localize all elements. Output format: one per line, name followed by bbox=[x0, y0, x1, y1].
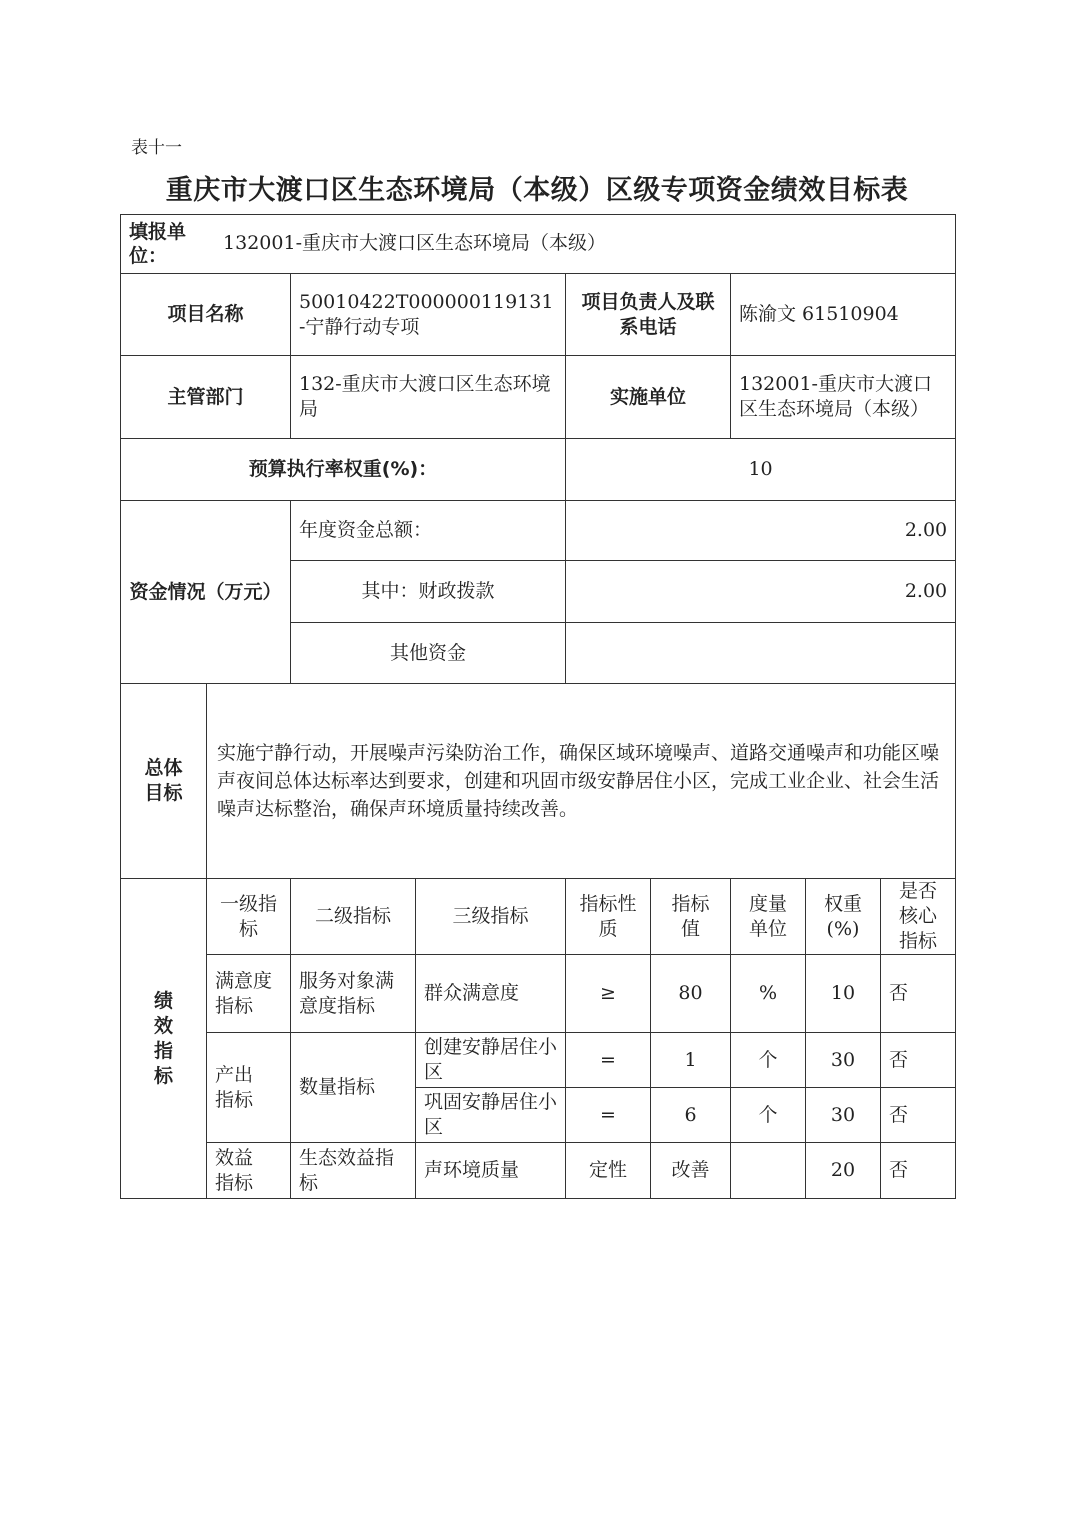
funds-total-value: 2.00 bbox=[566, 501, 956, 561]
header-unit: 度量单位 bbox=[731, 879, 806, 955]
cell-nature: ≥ bbox=[566, 955, 651, 1033]
cell-core: 否 bbox=[881, 1143, 956, 1199]
cell-core: 否 bbox=[881, 955, 956, 1033]
cell-weight: 30 bbox=[806, 1033, 881, 1088]
header-l1: 一级指标 bbox=[207, 879, 291, 955]
cell-weight: 10 bbox=[806, 955, 881, 1033]
manager-value: 陈渝文 61510904 bbox=[731, 274, 956, 356]
project-name-value: 50010422T000000119131-宁静行动专项 bbox=[291, 274, 566, 356]
table-number: 表十一 bbox=[131, 138, 182, 158]
cell-weight: 20 bbox=[806, 1143, 881, 1199]
dept-value: 132-重庆市大渡口区生态环境局 bbox=[291, 356, 566, 439]
cell-l1: 产出指标 bbox=[207, 1033, 291, 1143]
filler-label: 填报单位： bbox=[129, 221, 187, 267]
goal-label: 总体目标 bbox=[121, 684, 207, 879]
cell-l3: 巩固安静居住小区 bbox=[416, 1088, 566, 1143]
cell-value: 1 bbox=[651, 1033, 731, 1088]
cell-l2: 生态效益指标 bbox=[291, 1143, 416, 1199]
page-title: 重庆市大渡口区生态环境局（本级）区级专项资金绩效目标表 bbox=[165, 175, 909, 206]
filler-value: 132001-重庆市大渡口区生态环境局（本级） bbox=[223, 232, 606, 254]
header-l3: 三级指标 bbox=[416, 879, 566, 955]
dept-label: 主管部门 bbox=[121, 356, 291, 439]
impl-label: 实施单位 bbox=[566, 356, 731, 439]
cell-l3: 群众满意度 bbox=[416, 955, 566, 1033]
table-row bbox=[121, 1033, 956, 1088]
table-row bbox=[121, 955, 956, 1033]
cell-value: 改善 bbox=[651, 1143, 731, 1199]
cell-unit bbox=[731, 1143, 806, 1199]
goal-text: 实施宁静行动，开展噪声污染防治工作，确保区域环境噪声、道路交通噪声和功能区噪声夜间总体达标率达到要求，创建和巩固市级安静居住小区，完成工业企业、社会生活噪声达标整治，确保声环境质量持续改善。 bbox=[207, 684, 956, 879]
budget-weight-value: 10 bbox=[566, 439, 956, 501]
cell-l2: 服务对象满意度指标 bbox=[291, 955, 416, 1033]
cell-nature: = bbox=[566, 1033, 651, 1088]
cell-nature: = bbox=[566, 1088, 651, 1143]
filler-row bbox=[121, 215, 956, 274]
funds-other-value bbox=[566, 623, 956, 684]
budget-weight-label: 预算执行率权重(%)： bbox=[121, 439, 566, 501]
indicators-label: 绩效指标 bbox=[121, 879, 207, 1199]
table-row bbox=[121, 1143, 956, 1199]
cell-unit: 个 bbox=[731, 1033, 806, 1088]
header-nature: 指标性质 bbox=[566, 879, 651, 955]
funds-other-label: 其他资金 bbox=[291, 623, 566, 684]
cell-l1: 满意度指标 bbox=[207, 955, 291, 1033]
manager-label: 项目负责人及联系电话 bbox=[566, 274, 731, 356]
cell-unit: 个 bbox=[731, 1088, 806, 1143]
cell-value: 80 bbox=[651, 955, 731, 1033]
header-value: 指标值 bbox=[651, 879, 731, 955]
funds-fiscal-label: 其中：财政拨款 bbox=[291, 561, 566, 623]
funds-fiscal-value: 2.00 bbox=[566, 561, 956, 623]
header-l2: 二级指标 bbox=[291, 879, 416, 955]
cell-core: 否 bbox=[881, 1033, 956, 1088]
cell-unit: % bbox=[731, 955, 806, 1033]
funds-label: 资金情况（万元） bbox=[121, 501, 291, 684]
cell-value: 6 bbox=[651, 1088, 731, 1143]
cell-l3: 声环境质量 bbox=[416, 1143, 566, 1199]
impl-value: 132001-重庆市大渡口区生态环境局（本级） bbox=[731, 356, 956, 439]
header-core: 是否核心指标 bbox=[881, 879, 956, 955]
project-name-label: 项目名称 bbox=[121, 274, 291, 356]
header-weight: 权重(%) bbox=[806, 879, 881, 955]
cell-weight: 30 bbox=[806, 1088, 881, 1143]
cell-l3: 创建安静居住小区 bbox=[416, 1033, 566, 1088]
funds-total-label: 年度资金总额： bbox=[291, 501, 566, 561]
cell-l1: 效益指标 bbox=[207, 1143, 291, 1199]
performance-target-table bbox=[120, 214, 956, 1199]
cell-core: 否 bbox=[881, 1088, 956, 1143]
cell-l2: 数量指标 bbox=[291, 1033, 416, 1143]
cell-nature: 定性 bbox=[566, 1143, 651, 1199]
